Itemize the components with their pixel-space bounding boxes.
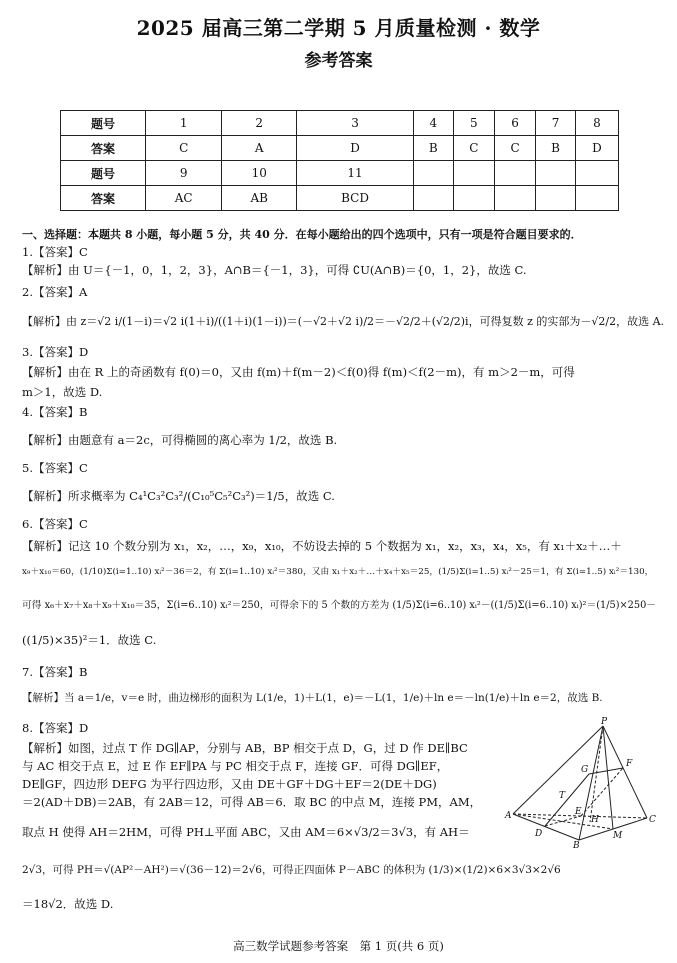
label-b: B: [573, 841, 580, 851]
edge-pc: [603, 726, 647, 818]
row-label: 答案: [61, 186, 146, 211]
table-cell: [494, 186, 535, 211]
solution-line: 取点 H 使得 AH＝2HM，可得 PH⊥平面 ABC，又由 AM＝6×√3/2＝3√3，有 AH＝: [22, 825, 470, 839]
edge-ab: [513, 814, 579, 840]
solution-line: DE∥GF，四边形 DEFG 为平行四边形，又由 DE＋GF＋DG＋EF＝2(DE＋DG): [22, 777, 437, 791]
table-cell: [536, 161, 576, 186]
table-cell: C: [453, 136, 494, 161]
page-subtitle: 参考答案: [304, 51, 373, 71]
solution-line: 【解析】记这 10 个数分别为 x₁，x₂，…，x₉，x₁₀，不妨设去掉的 5 个数据为 x₁，x₂，x₃，x₄，x₅，有 x₁＋x₂＋…＋: [22, 539, 622, 553]
table-cell: AB: [222, 186, 297, 211]
table-cell: B: [536, 136, 576, 161]
section-heading: 一、选择题：本题共 8 小题，每小题 5 分，共 40 分．在每小题给出的四个选项中，只有一项是符合题目要求的．: [22, 228, 582, 241]
label-a: A: [505, 811, 512, 821]
label-h: H: [591, 815, 599, 825]
label-e: E: [575, 807, 582, 817]
solution-line: 【解析】所求概率为 C₄¹C₃²C₃²/(C₁₀⁵C₅²C₃²)＝1/5，故选 C.: [22, 489, 335, 503]
table-cell: D: [297, 136, 414, 161]
table-cell: [453, 186, 494, 211]
table-cell: [575, 161, 618, 186]
solution-line: ＝18√2．故选 D.: [22, 897, 114, 911]
table-cell: 2: [222, 111, 297, 136]
table-cell: A: [222, 136, 297, 161]
table-cell: 5: [453, 111, 494, 136]
page-title: 2025 届高三第二学期 5 月质量检测 · 数学: [136, 16, 541, 40]
row-label: 题号: [61, 111, 146, 136]
table-cell: AC: [146, 186, 222, 211]
answer-line-q3: 3.【答案】D: [22, 345, 89, 359]
row-label: 答案: [61, 136, 146, 161]
table-cell: 3: [297, 111, 414, 136]
line-pm: [603, 726, 613, 829]
solution-line: x₉＋x₁₀＝60，(1/10)Σ(i=1..10) xᵢ²－36＝2，有 Σ(i=1..10) xᵢ²＝380，又由 x₁＋x₂＋…＋x₄＋x₅＝25，(1/5)Σ(i=1..5) xᵢ²－25＝1，有 Σ(i=1..5) xᵢ²＝130，: [22, 567, 654, 577]
table-row: [61, 111, 619, 136]
table-cell: 4: [413, 111, 453, 136]
table-cell: 10: [222, 161, 297, 186]
solution-line: 与 AC 相交于点 E，过 E 作 EF∥PA 与 PC 相交于点 F，连接 GF．可得 DG∥EF，: [22, 759, 449, 773]
label-g: G: [581, 765, 589, 775]
solution-line: 【解析】由在 R 上的奇函数有 f(0)＝0，又由 f(m)＋f(m－2)＜f(0)得 f(m)＜f(2－m)，有 m＞2－m，可得: [22, 365, 575, 379]
label-c: C: [649, 815, 656, 825]
table-cell: 8: [575, 111, 618, 136]
table-cell: 6: [494, 111, 535, 136]
table-cell: D: [575, 136, 618, 161]
solution-line: 【解析】由 U＝{－1，0，1，2，3}，A∩B＝{－1，3}，可得 ∁U(A∩B)＝{0，1，2}，故选 C.: [22, 263, 527, 277]
table-cell: C: [494, 136, 535, 161]
table-cell: 11: [297, 161, 414, 186]
tetrahedron-figure: [505, 717, 656, 851]
solution-line: 【解析】当 a＝1/e，v＝e 时，曲边梯形的面积为 L(1/e，1)＋L(1，e)＝－L(1，1/e)＋ln e＝－ln(1/e)＋ln e＝2，故选 B.: [22, 692, 603, 704]
solution-line: 【解析】如图，过点 T 作 DG∥AP，分别与 AB，BP 相交于点 D，G，过 D 作 DE∥BC: [22, 741, 468, 755]
table-cell: [453, 161, 494, 186]
table-cell: BCD: [297, 186, 414, 211]
answer-line-q1: 1.【答案】C: [22, 245, 88, 259]
answer-line-q8: 8.【答案】D: [22, 721, 89, 735]
row-label: 题号: [61, 161, 146, 186]
label-t: T: [559, 791, 566, 801]
table-row: [61, 186, 619, 211]
solution-line: 【解析】由 z＝√2 i/(1－i)＝√2 i(1＋i)/((1＋i)(1－i))＝(－√2＋√2 i)/2＝－√2/2＋(√2/2)i，可得复数 z 的实部为－√2/2，故选 A.: [22, 315, 665, 328]
answer-line-q4: 4.【答案】B: [22, 405, 88, 419]
label-d: D: [535, 829, 543, 839]
solution-line: 可得 x₆＋x₇＋x₈＋x₉＋x₁₀＝35，Σ(i=6..10) xᵢ²＝250，可得余下的 5 个数的方差为 (1/5)Σ(i=6..10) xᵢ²－((1/5)Σ(i=6..10) xᵢ)²＝(1/5)×250－: [22, 600, 657, 611]
table-row: [61, 136, 619, 161]
table-cell: [413, 186, 453, 211]
edge-pa: [513, 726, 603, 814]
segment-ef: [581, 768, 623, 816]
table-row: [61, 161, 619, 186]
answer-line-q7: 7.【答案】B: [22, 665, 88, 679]
table-cell: [494, 161, 535, 186]
table-cell: [575, 186, 618, 211]
table-cell: 9: [146, 161, 222, 186]
answer-line-q5: 5.【答案】C: [22, 461, 88, 475]
page-footer: 高三数学试题参考答案 第 1 页(共 6 页): [233, 939, 444, 953]
solution-line: ＝2(AD＋DB)＝2AB，有 2AB＝12，可得 AB＝6．取 BC 的中点 M，连接 PM，AM，: [22, 795, 482, 809]
table-cell: 1: [146, 111, 222, 136]
answer-line-q2: 2.【答案】A: [22, 285, 88, 299]
table-cell: [536, 186, 576, 211]
label-p: P: [601, 717, 608, 727]
solution-line: 2√3，可得 PH＝√(AP²－AH²)＝√(36－12)＝2√6，可得正四面体 P－ABC 的体积为 (1/3)×(1/2)×6×3√3×2√6: [22, 864, 561, 876]
table-cell: B: [413, 136, 453, 161]
solution-line: ((1/5)×35)²＝1．故选 C.: [22, 633, 157, 647]
line-ph: [590, 726, 603, 822]
table-cell: [413, 161, 453, 186]
solution-line: m＞1，故选 D.: [22, 385, 103, 399]
answer-line-q6: 6.【答案】C: [22, 517, 88, 531]
label-f: F: [626, 759, 633, 769]
solution-line: 【解析】由题意有 a＝2c，可得椭圆的离心率为 1/2，故选 B.: [22, 433, 338, 447]
label-m: M: [613, 831, 623, 841]
table-cell: C: [146, 136, 222, 161]
answer-table: [60, 110, 619, 211]
segment-dg: [545, 774, 589, 826]
table-cell: 7: [536, 111, 576, 136]
